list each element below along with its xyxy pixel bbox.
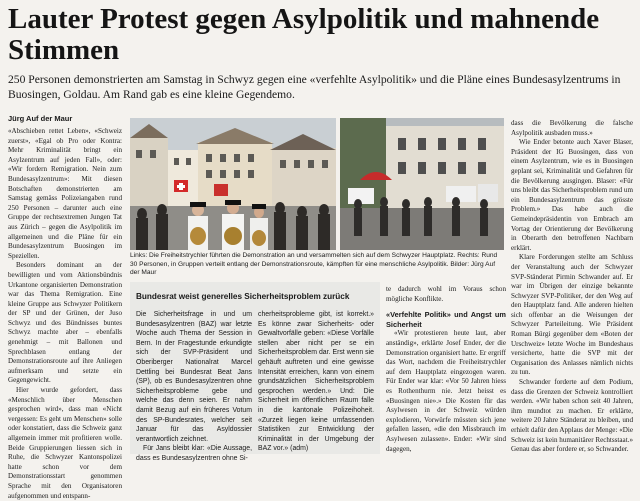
author-byline: Jürg Auf der Maur bbox=[8, 114, 73, 123]
article-column-right bbox=[511, 119, 633, 455]
info-box bbox=[130, 282, 380, 462]
col4-paragraph-1: te dadurch wohl im Voraus schon mögliche Konflikte. bbox=[386, 285, 506, 303]
info-box-title: Bundesrat weist generelles Sicherheitsproblem zurück bbox=[136, 292, 350, 301]
lead-paragraph: 250 Personen demonstrierten am Samstag in Schwyz gegen eine «verfehlte Asylpolitik» und die Pläne eines Bundesasylzentrums in Buosingen, Goldau. Am Rand gab es eine kleine Gegendemo. bbox=[8, 73, 621, 101]
photo-demonstration-square bbox=[130, 118, 336, 250]
info-box-paragraph-2: Für Jans bleibt klar: «Die Aussage, dass es Bundesasylzentren ohne Si- bbox=[136, 445, 252, 462]
article-column-1 bbox=[8, 127, 122, 501]
colr-paragraph-4: Schwander forderte auf dem Podium, dass die Grenzen der Schweiz kontrolliert werden. «Wir haben schon seit 40 Jahren, ihm mundtot zu machen. Er erklärte, weitere 20 Jahre Ständerat zu bleiben, und erhielt dafür den Applaus der Menge: «Die Schweiz ist kein humanitärer Rechtsstaat.» Genau das aber fordere er, so Schwander. bbox=[511, 378, 633, 454]
info-box-paragraph-3: cherheitsprobleme gibt, ist korrekt.» Es könne zwar Sicherheits- oder Gewaltvorfälle geben: «Diese Vorfälle stellen aber nicht per se ein Sicherheitsproblem dar. Erst wenn sie gehäuft auftreten und eine gewisse Intensität erreichen, kann von einem grundsätzlichen Sicherheitsproblem gesprochen werden.» Und: Die Sicherheit im öffentlichen Raum falle in die kantonale Polizeihoheit. «Zurzeit liegen keine umfassenden Statistiken zur Entwicklung der Kriminalität in der Umgebung der BAZ vor.» (adm) bbox=[258, 311, 374, 453]
col4-paragraph-2: «Wir protestieren heute laut, aber anständig», erklärte Josef Ender, der die Demonstration organisiert hatte. Er ergriff das Wort, nachdem die Freiheitstrychler auf dem Hauptplatz eingezogen waren. Für Ender war klar: «Vor 50 Jahren hiess es Rothenthurm nie. Jetzt heisst es «Buosingen nie».» Die Kosten für das Asylwesen in der Schweiz würden explodieren, Vorwürfe müssten sich jene gefallen lassen, «die den Missbrauch im Asylwesen zulassen». Ender: «Wir sind dagegen, bbox=[386, 329, 506, 453]
photo-caption bbox=[130, 252, 504, 278]
caption-text: Links: Die Freiheitstrychler führten die Demonstration an und versammelten sich auf dem Schwyzer Hauptplatz. Rechts: Rund 30 Personen, in Gruppen verteilt entlang der Demonstrationsroute, kämpften für eine menschliche Asylpolitik. bbox=[130, 252, 498, 268]
article-column-4 bbox=[386, 285, 506, 454]
info-box-column-2 bbox=[258, 310, 374, 454]
colr-paragraph-3: Klare Forderungen stellte am Schluss der Veranstaltung auch der Schwyzer SVP-Ständerat Pirmin Schwander auf. Er war im Übrigen der einzige bekannte Schwyzer SVP-Politiker, der den Weg auf den Hauptplatz fand. Alle anderen hielten sich offenbar an die Weisungen der Schwyzer Parteileitung. Wie Präsident Roman Bürgi gegenüber dem «Boten der Urschweiz» letzte Woche im Bundeshaus versicherte, hatte die SVP mit der Organisation des Anlasses nämlich nichts zu tun. bbox=[511, 253, 633, 377]
colr-paragraph-1: dass die Bevölkerung die falsche Asylpolitik ausbaden muss.» bbox=[511, 119, 633, 137]
headline: Lauter Protest gegen Asylpolitik und mahnende Stimmen bbox=[8, 3, 600, 66]
caption-credit: Bilder: Jürg Auf der Maur bbox=[130, 260, 496, 277]
info-box-paragraph-1: Die Sicherheitsfrage in und um Bundesasylzentren (BAZ) war letzte Woche auch Thema der Session in Bern. In der Fragestunde erkundigte sich der SVP-Präsident und Oberiberger Nationalrat Marcel Dettling bei Bundesrat Beat Jans (SP), ob es Bundesasylzentren ohne Sicherheitsprobleme gebe und welche das denn seien. Er nahm damit Bezug auf ein früheres Votum des SP-Bundesrates, welcher seit Januar für das Asyldossier verantwortlich zeichnet. bbox=[136, 311, 252, 443]
col1-paragraph-2: Besonders dominant an der bewilligten und vom Aktionsbündnis Urkantone organisierten Demonstration war das Thema Remigration. Eine kleine Gruppe aus Schwyzer Politikern der SP und der Grünen, der Juso Schwyz und des Bündnisses buntes Schwyz machte aber – ebenfalls genehmigt – mit Ballonen und Sprechblasen entlang der Demonstrationsroute auf ihre Anliegen aufmerksam und setzte ein Gegengewicht. bbox=[8, 261, 122, 385]
col1-paragraph-3: Hier wurde gefordert, dass «Menschlich über Menschen gesprochen wird», dass man «Nicht vergessen: Es geht um Menschen» solle oder konstatiert, dass die Schweiz ganz allgemein immer mit profitieren wolle. Beide Gruppierungen liessen sich in Ruhe, die Schwyzer Kantonspolizei hatte schon vor dem Demonstrationsstart genommen Sprache mit den Organisatoren aufgenommen und entspann- bbox=[8, 386, 122, 500]
photo-counter-demonstration bbox=[340, 118, 504, 250]
info-box-column-1 bbox=[136, 310, 252, 464]
col1-paragraph-1: «Abschieben rettet Leben», «Schweiz zuerst», «Egal ob Pro oder Kontra: Mehr Kriminalität bringt ein Asylzentrum auf jeden Fall», oder: «Wir fordern Remigration. Nein zum Bundesasylzentrum»: Mit diesen Botschaften demonstrierten am Samstag gemäss Polizeiangaben rund 250 Personen – darunter auch eine Gruppe der rechtsextremen Jungen Tat aus Zürich – gegen die Asylpolitik im allgemeinen und die Pläne für ein Bundesasylzentrum Buosingen im Speziellen. bbox=[8, 127, 122, 260]
subheading-verfehlte-politik: «Verfehlte Politik» und Angst um Sicherheit bbox=[386, 310, 506, 329]
colr-paragraph-2: Wie Ender betonte auch Xaver Blaser, Präsident der IG Buosingen, dass von einem Asylzentrum, wie es in Buosingen geplant sei, Kriminalität und Gefahren für die Bevölkerung ausgingen. Blaser: «Für uns bleibt das Sicherheitsproblem rund um ein Bundesasylzentrum das grösste Problem.» Das habe auch die Gemeindepräsidentin von Embrach am Vortag der Orientierung der Bevölkerung in Oberarth den betroffenen Nachbarn erklärt. bbox=[511, 138, 633, 252]
